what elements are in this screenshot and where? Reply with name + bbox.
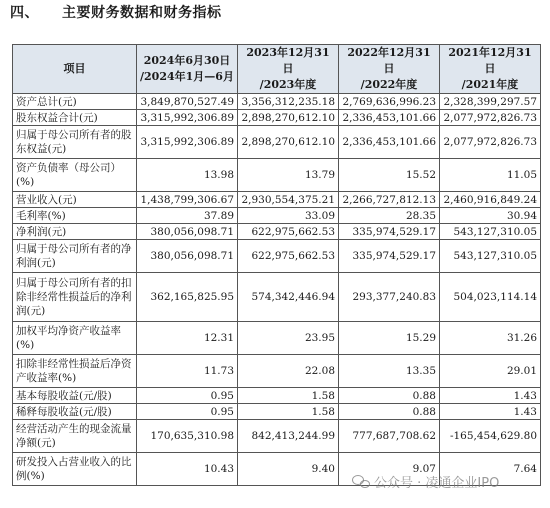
table-cell: 31.26 (440, 322, 541, 355)
table-row (13, 273, 541, 322)
table-cell: 362,165,825.95 (137, 273, 238, 322)
table-cell: 335,974,529.17 (339, 224, 440, 240)
table-row (13, 94, 541, 110)
table-row (13, 240, 541, 273)
table-cell: 1.43 (440, 404, 541, 420)
financial-data-table (12, 44, 541, 486)
table-row (13, 420, 541, 453)
table-row (13, 192, 541, 208)
table-cell: 0.95 (137, 388, 238, 404)
row-label: 归属于母公司所有者的净利润(元) (13, 240, 137, 273)
table-cell: 2,336,453,101.66 (339, 126, 440, 159)
table-cell: 7.64 (440, 453, 541, 486)
section-title: 主要财务数据和财务指标 (62, 5, 222, 21)
table-cell: 13.35 (339, 355, 440, 388)
row-label: 归属于母公司所有者的扣除非经常性损益后的净利润(元) (13, 273, 137, 322)
row-label: 股东权益合计(元) (13, 110, 137, 126)
table-row (13, 404, 541, 420)
table-cell: 11.05 (440, 159, 541, 192)
table-cell: 170,635,310.98 (137, 420, 238, 453)
table-cell: 10.43 (137, 453, 238, 486)
table-cell: 380,056,098.71 (137, 224, 238, 240)
table-cell: 29.01 (440, 355, 541, 388)
table-row (13, 355, 541, 388)
column-header-2021: 2021年12月31日 /2021年度 (440, 45, 541, 94)
table-row (13, 159, 541, 192)
table-cell: 622,975,662.53 (238, 224, 339, 240)
table-header-row (13, 45, 541, 94)
table-cell: 777,687,708.62 (339, 420, 440, 453)
table-cell: 15.29 (339, 322, 440, 355)
table-cell: 2,336,453,101.66 (339, 110, 440, 126)
section-number: 四、 (10, 5, 39, 21)
column-header-2022: 2022年12月31日 /2022年度 (339, 45, 440, 94)
table-cell: 12.31 (137, 322, 238, 355)
table-cell: 3,315,992,306.89 (137, 126, 238, 159)
table-cell: 2,769,636,996.23 (339, 94, 440, 110)
table-row (13, 110, 541, 126)
row-label: 研发投入占营业收入的比例(%) (13, 453, 137, 486)
table-cell: 11.73 (137, 355, 238, 388)
table-row (13, 322, 541, 355)
table-cell: 23.95 (238, 322, 339, 355)
row-label: 基本每股收益(元/股) (13, 388, 137, 404)
table-row (13, 126, 541, 159)
column-header-item: 项目 (13, 45, 137, 94)
table-cell: 37.89 (137, 208, 238, 224)
table-cell: 30.94 (440, 208, 541, 224)
column-header-2023: 2023年12月31日 /2023年度 (238, 45, 339, 94)
table-cell: 9.07 (339, 453, 440, 486)
table-cell: 28.35 (339, 208, 440, 224)
table-cell: 2,460,916,849.24 (440, 192, 541, 208)
row-label: 净利润(元) (13, 224, 137, 240)
table-cell: 3,356,312,235.18 (238, 94, 339, 110)
table-cell: 842,413,244.99 (238, 420, 339, 453)
table-cell: 2,930,554,375.21 (238, 192, 339, 208)
watermark-text: 公众号 · 凌通企业IPO (374, 476, 500, 491)
table-cell: 22.08 (238, 355, 339, 388)
table-cell: 0.88 (339, 404, 440, 420)
table-cell: 2,898,270,612.10 (238, 126, 339, 159)
table-cell: -165,454,629.80 (440, 420, 541, 453)
table-cell: 2,328,399,297.57 (440, 94, 541, 110)
table-cell: 15.52 (339, 159, 440, 192)
table-cell: 622,975,662.53 (238, 240, 339, 273)
table-cell: 1.43 (440, 388, 541, 404)
row-label: 资产总计(元) (13, 94, 137, 110)
table-cell: 0.95 (137, 404, 238, 420)
row-label: 扣除非经常性损益后净资产收益率(%) (13, 355, 137, 388)
column-header-2024h1: 2024年6月30日 /2024年1月—6月 (137, 45, 238, 94)
table-cell: 504,023,114.14 (440, 273, 541, 322)
row-label: 经营活动产生的现金流量净额(元) (13, 420, 137, 453)
table-cell: 1.58 (238, 388, 339, 404)
table-cell: 3,315,992,306.89 (137, 110, 238, 126)
row-label: 营业收入(元) (13, 192, 137, 208)
table-cell: 1.58 (238, 404, 339, 420)
table-cell: 0.88 (339, 388, 440, 404)
row-label: 毛利率(%) (13, 208, 137, 224)
table-cell: 1,438,799,306.67 (137, 192, 238, 208)
table-cell: 2,077,972,826.73 (440, 110, 541, 126)
table-cell: 33.09 (238, 208, 339, 224)
table-row (13, 453, 541, 486)
table-cell: 2,077,972,826.73 (440, 126, 541, 159)
table-cell: 3,849,870,527.49 (137, 94, 238, 110)
table-row (13, 388, 541, 404)
table-cell: 2,898,270,612.10 (238, 110, 339, 126)
table-cell: 293,377,240.83 (339, 273, 440, 322)
table-cell: 543,127,310.05 (440, 224, 541, 240)
table-cell: 574,342,446.94 (238, 273, 339, 322)
row-label: 稀释每股收益(元/股) (13, 404, 137, 420)
table-cell: 13.79 (238, 159, 339, 192)
table-row (13, 208, 541, 224)
table-cell: 13.98 (137, 159, 238, 192)
table-cell: 335,974,529.17 (339, 240, 440, 273)
row-label: 归属于母公司所有者的股东权益(元) (13, 126, 137, 159)
section-heading (10, 2, 222, 22)
table-cell: 543,127,310.05 (440, 240, 541, 273)
table-cell: 9.40 (238, 453, 339, 486)
table-row (13, 224, 541, 240)
table-cell: 2,266,727,812.13 (339, 192, 440, 208)
row-label: 加权平均净资产收益率(%) (13, 322, 137, 355)
table-cell: 380,056,098.71 (137, 240, 238, 273)
row-label: 资产负债率（母公司）(%) (13, 159, 137, 192)
